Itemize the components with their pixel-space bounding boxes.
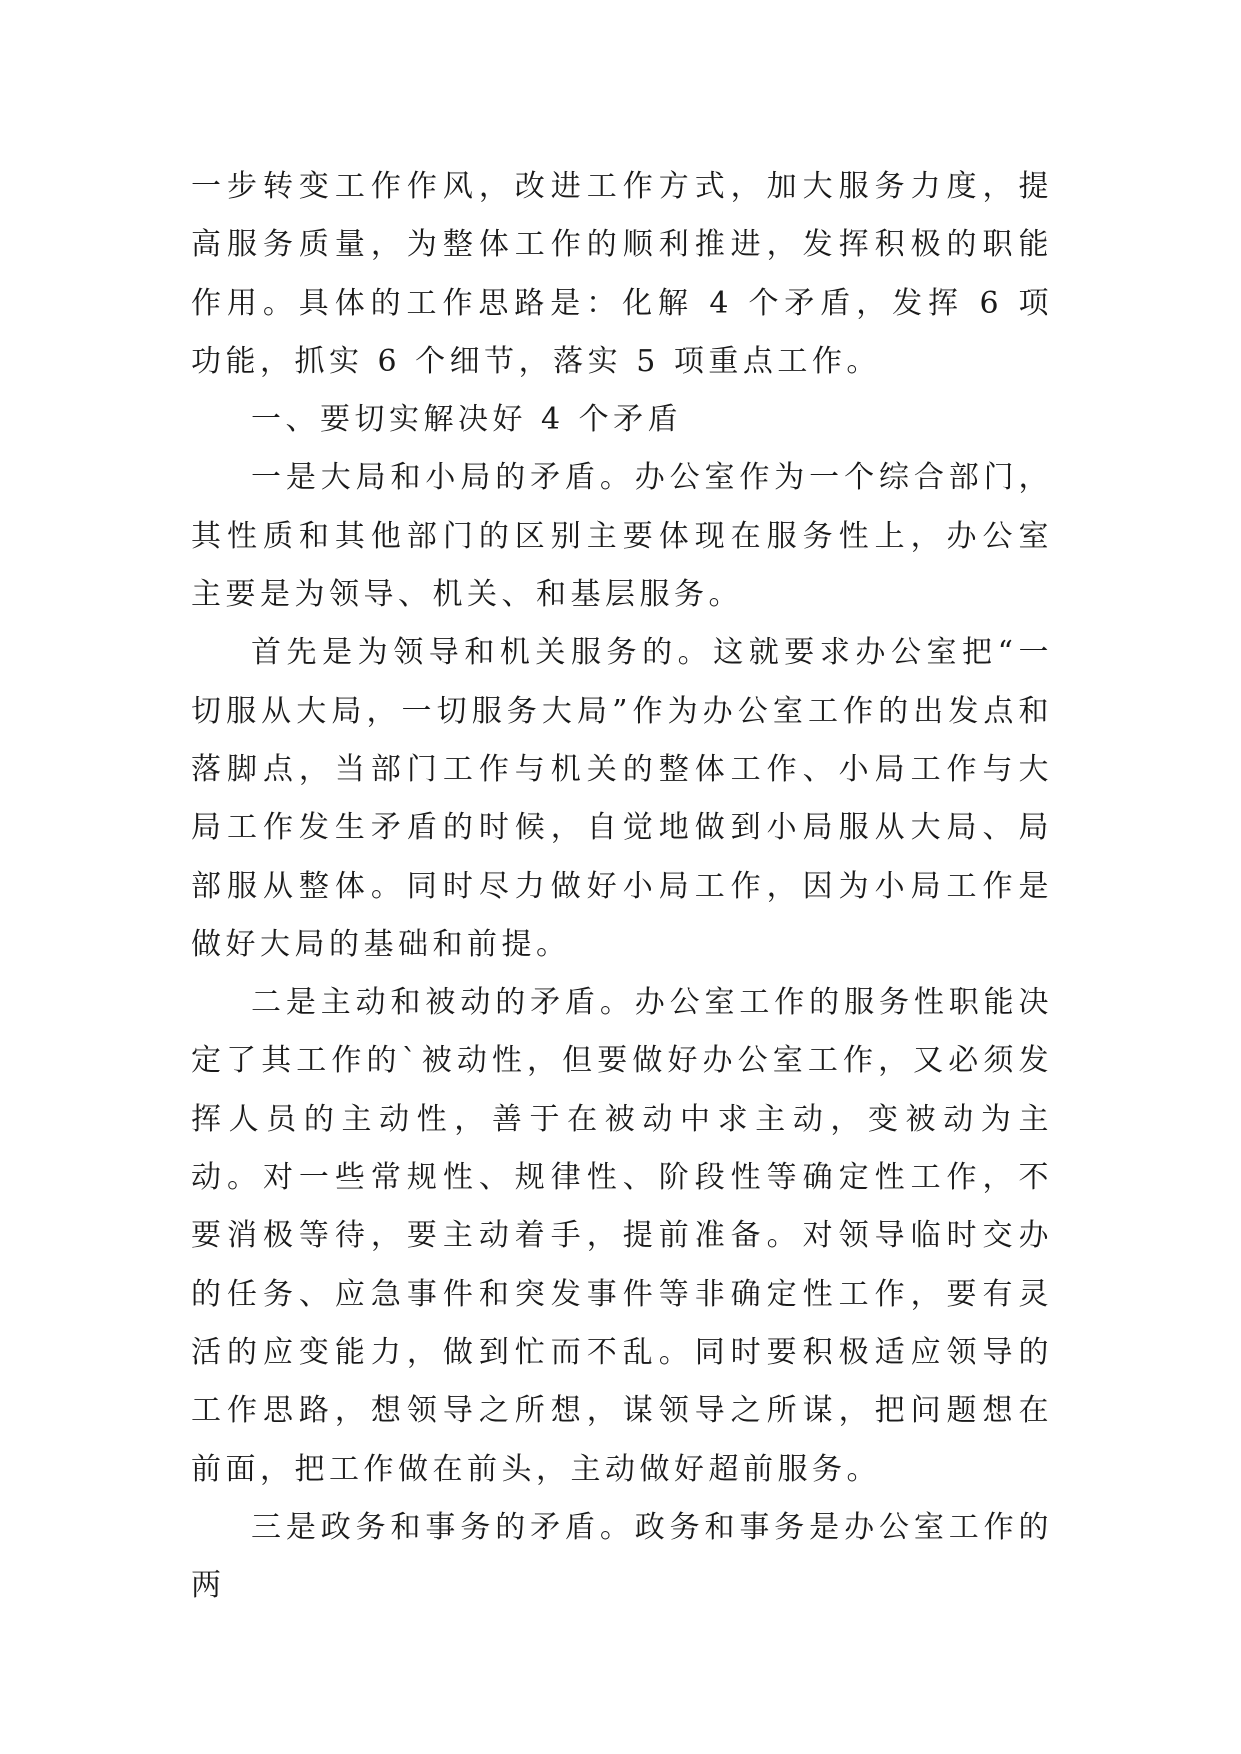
paragraph-third-contradiction: 三是政务和事务的矛盾。政务和事务是办公室工作的两 [191, 1509, 1053, 1604]
document-body [191, 158, 1053, 1615]
section-heading: 一、要切实解决好 4 个矛盾 [251, 402, 683, 438]
paragraph-serve-leadership: 首先是为领导和机关服务的。这就要求办公室把“一切服从大局，一切服务大局”作为办公室工作的出发点和落脚点，当部门工作与机关的整体工作、小局工作与大局工作发生矛盾的时候，自觉地做到小局服从大局、局部服从整体。同时尽力做好小局工作，因为小局工作是做好大局的基础和前提。 [191, 635, 1053, 962]
paragraph-first-contradiction: 一是大局和小局的矛盾。办公室作为一个综合部门，其性质和其他部门的区别主要体现在服务性上，办公室主要是为领导、机关、和基层服务。 [191, 460, 1053, 613]
paragraph-second-contradiction: 二是主动和被动的矛盾。办公室工作的服务性职能决定了其工作的`被动性，但要做好办公室工作，又必须发挥人员的主动性，善于在被动中求主动，变被动为主动。对一些常规性、规律性、阶段性等确定性工作，不要消极等待，要主动着手，提前准备。对领导临时交办的任务、应急事件和突发事件等非确定性工作，要有灵活的应变能力，做到忙而不乱。同时要积极适应领导的工作思路，想领导之所想，谋领导之所谋，把问题想在前面，把工作做在前头，主动做好超前服务。 [191, 985, 1053, 1487]
paragraph-continued: 一步转变工作作风，改进工作方式，加大服务力度，提高服务质量，为整体工作的顺利推进，发挥积极的职能作用。具体的工作思路是：化解 4 个矛盾，发挥 6 项功能，抓实 6 个细节，落实 5 项重点工作。 [191, 169, 1053, 379]
